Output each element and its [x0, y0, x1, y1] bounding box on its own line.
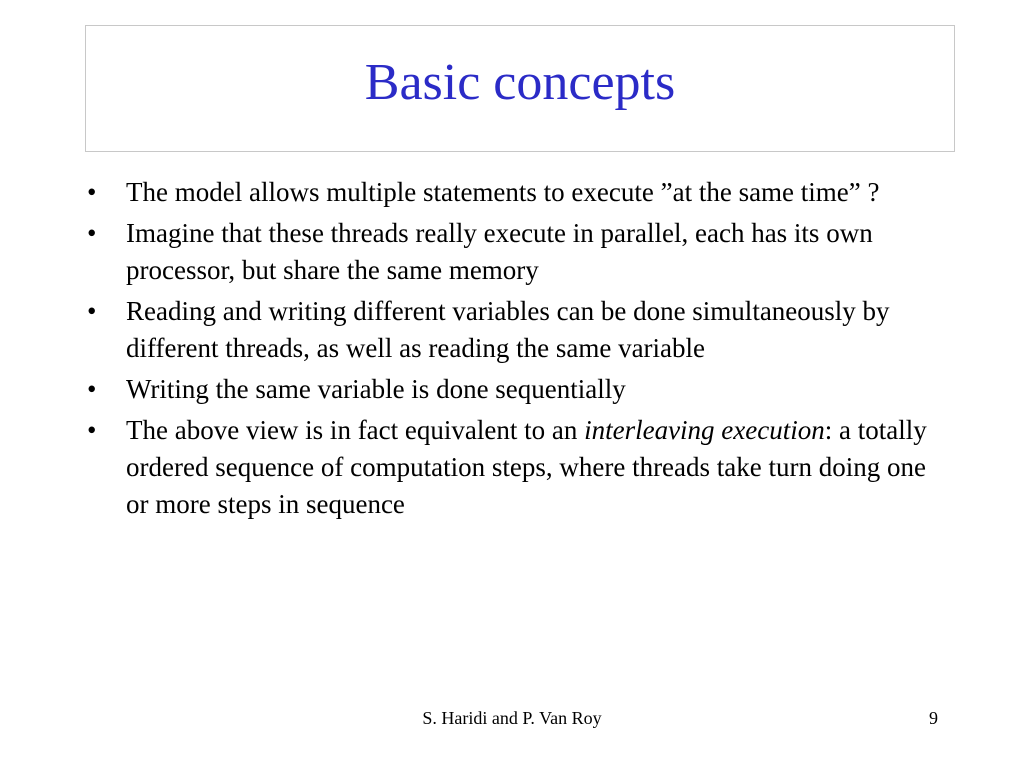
- page-number: 9: [929, 708, 938, 728]
- bullet-item: [85, 371, 955, 408]
- bullet-icon: •: [87, 374, 97, 404]
- bullet-icon: •: [87, 218, 97, 248]
- bullet-text: The model allows multiple statements to execute ”at the same time” ?: [126, 177, 880, 207]
- footer-credit: S. Haridi and P. Van Roy: [422, 708, 602, 728]
- bullet-text-emphasis: interleaving execution: [584, 415, 825, 445]
- bullet-text-before: The above view is in fact equivalent to an: [126, 415, 585, 445]
- bullet-icon: •: [87, 177, 97, 207]
- bullet-item: [85, 215, 955, 289]
- bullet-text: Reading and writing different variables can be done simultaneously by different threads, as well as reading the same variable: [126, 296, 890, 363]
- bullet-item: [85, 412, 955, 523]
- bullet-text: Writing the same variable is done sequentially: [126, 374, 626, 404]
- bullet-icon: •: [87, 296, 97, 326]
- bullet-text: Imagine that these threads really execute in parallel, each has its own processor, but share the same memory: [126, 218, 873, 285]
- bullet-item: [85, 293, 955, 367]
- bullet-text-after: : a totally ordered sequence of computation steps, where threads take turn doing one or more steps in sequence: [126, 415, 927, 519]
- slide-title: Basic concepts: [364, 53, 676, 111]
- bullet-item: [85, 174, 955, 211]
- title-frame: [85, 25, 955, 152]
- bullet-list: [85, 174, 955, 527]
- bullet-icon: •: [87, 415, 97, 445]
